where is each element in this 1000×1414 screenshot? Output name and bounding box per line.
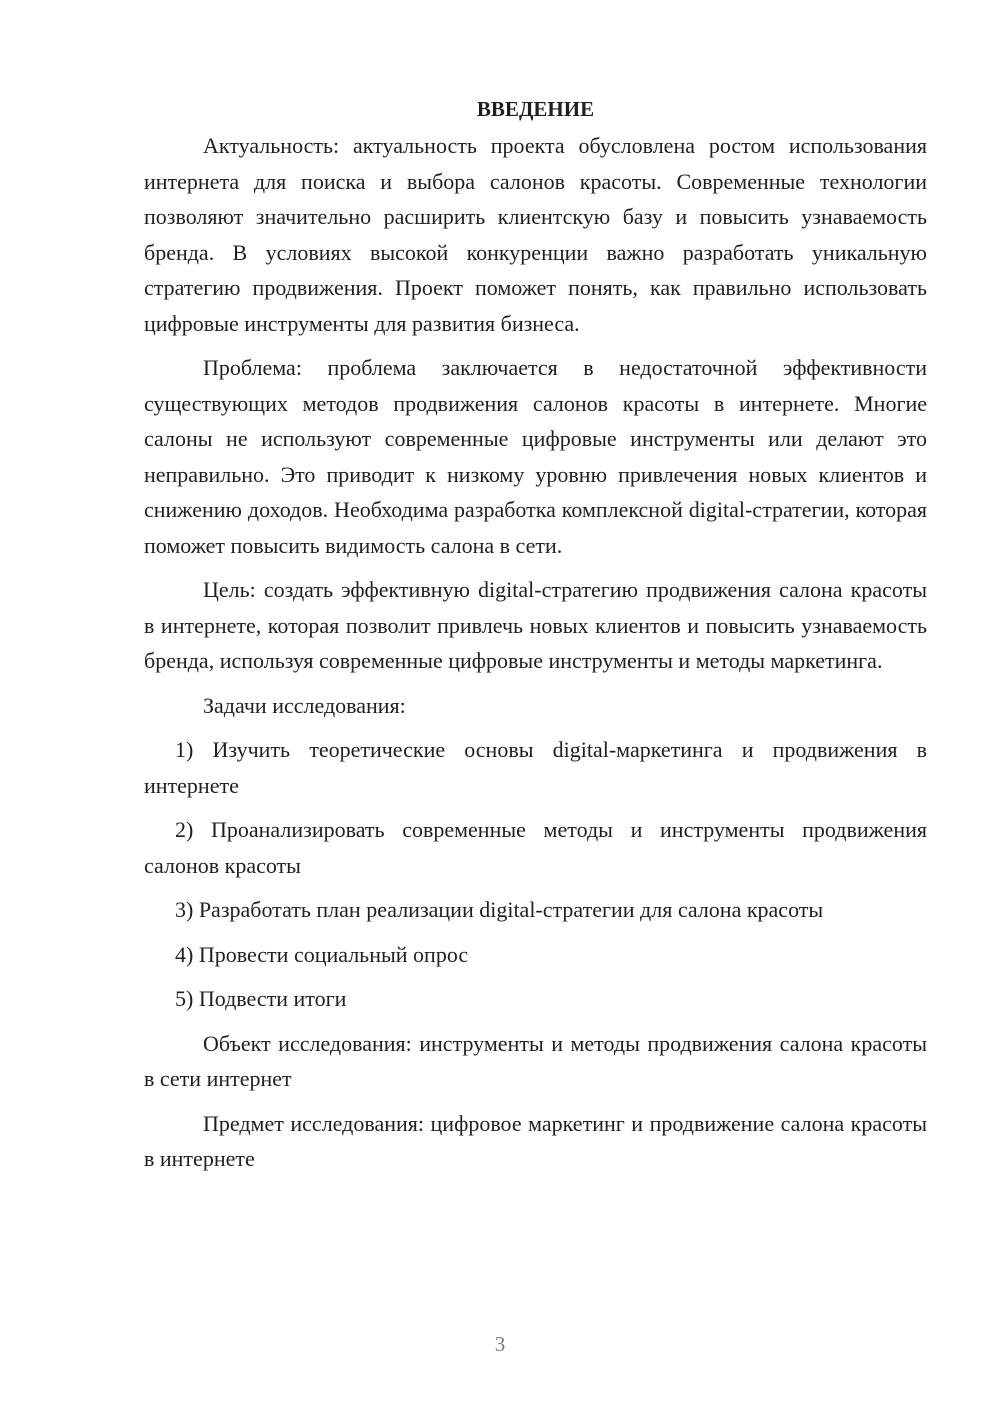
page-title: ВВЕДЕНИЕ <box>476 97 595 121</box>
page-content <box>144 92 927 1186</box>
subject-paragraph: Предмет исследования: цифровое маркетинг и продвижение салона красоты в интернете <box>144 1110 927 1171</box>
task-item-4: 4) Провести социальный опрос <box>175 941 469 967</box>
task-item-2: 2) Проанализировать современные методы и инструменты продвижения салонов красоты <box>144 817 927 878</box>
tasks-heading: Задачи исследования: <box>203 692 406 718</box>
task-item-1: 1) Изучить теоретические основы digital-маркетинга и продвижения в интернете <box>144 737 927 798</box>
goal-paragraph: Цель: создать эффективную digital-стратегию продвижения салона красоты в интернете, которая позволит привлечь новых клиентов и повысить узнаваемость бренда, используя современные цифровые инструменты и методы маркетинга. <box>144 577 927 673</box>
problem-paragraph: Проблема: проблема заключается в недостаточной эффективности существующих методов продвижения салонов красоты в интернете. Многие салоны не используют современные цифровые инструменты или делают это неправильно. Это приводит к низкому уровню привлечения новых клиентов и снижению доходов. Необходима разработка комплексной digital-стратегии, которая поможет повысить видимость салона в сети. <box>144 355 927 558</box>
object-paragraph: Объект исследования: инструменты и методы продвижения салона красоты в сети интернет <box>144 1030 927 1091</box>
task-item-5: 5) Подвести итоги <box>175 986 347 1011</box>
task-item-3: 3) Разработать план реализации digital-стратегии для салона красоты <box>175 897 824 922</box>
relevance-paragraph: Актуальность: актуальность проекта обусловлена ростом использования интернета для поиска и выбора салонов красоты. Современные технологии позволяют значительно расширить клиентскую базу и повысить узнаваемость бренда. В условиях высокой конкуренции важно разработать уникальную стратегию продвижения. Проект поможет понять, как правильно использовать цифровые инструменты для развития бизнеса. <box>144 133 927 336</box>
page-number: 3 <box>494 1332 506 1356</box>
